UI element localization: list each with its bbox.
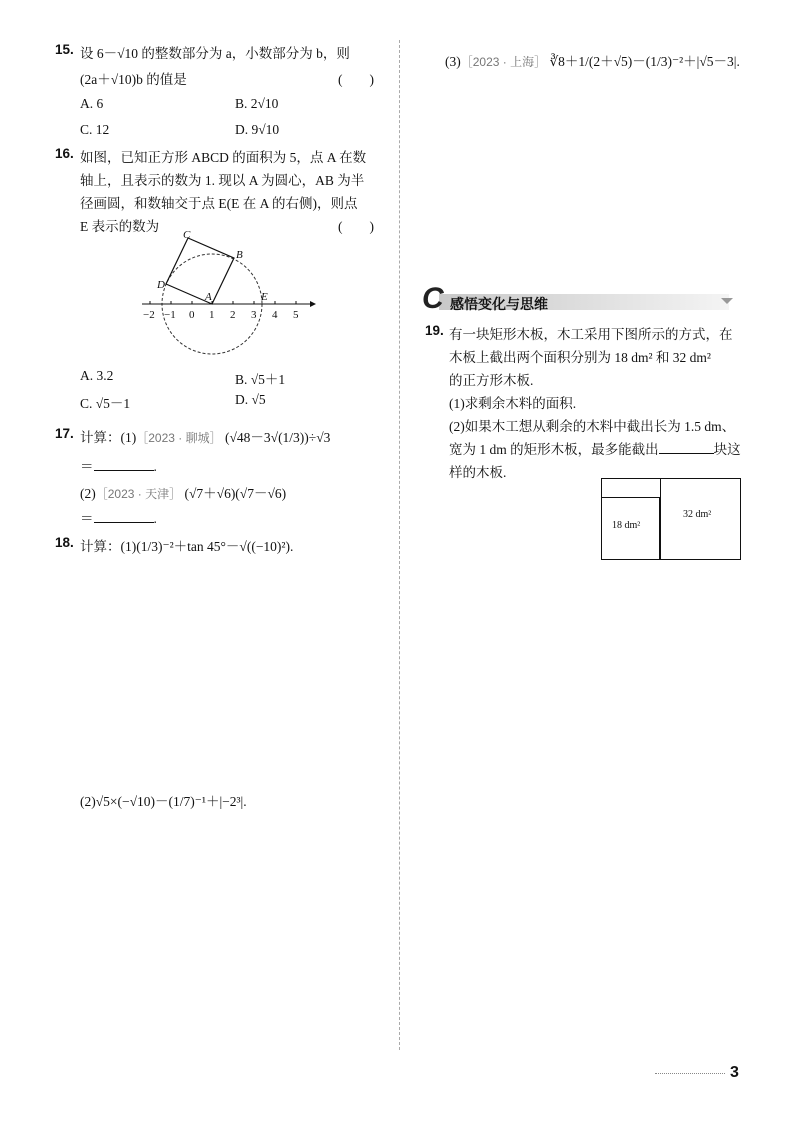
q17-label: 计算：(1) [80, 430, 137, 445]
q16-line2: 轴上，且表示的数为 1. 现以 A 为圆心，AB 为半 [80, 173, 365, 188]
q15-option-a: A. 6 [80, 96, 104, 111]
tick-label: −2 [143, 309, 155, 321]
q18-number: 18. [55, 535, 74, 550]
page-number: 3 [730, 1064, 739, 1081]
point-label-b: B [236, 249, 243, 261]
q17-part2 [80, 482, 286, 502]
q15-answer-paren: ( ) [338, 72, 374, 87]
q19-sub1: (1)求剩余木料的面积. [449, 396, 577, 411]
square-32-label: 32 dm² [683, 509, 712, 520]
q19-sub2-text-after: 块这 [713, 442, 741, 457]
q19-line2: 木板上截出两个面积分别为 18 dm² 和 32 dm² [449, 350, 711, 365]
q17-expression-1: (√48－3√(1/3))÷√3 [225, 430, 331, 445]
q16-figure [140, 228, 320, 360]
q16-option-a: A. 3.2 [80, 368, 114, 383]
q18-part3-source: ［2023 · 上海］ [460, 55, 547, 69]
q18-part2: (2)√5×(−√10)－(1/7)⁻¹＋|−2³|. [80, 794, 247, 809]
period: . [153, 459, 157, 474]
tick-label: 4 [272, 309, 278, 321]
column-divider [399, 40, 400, 1050]
q19-line3: 的正方形木板. [449, 373, 534, 388]
q16-option-c: C. √5－1 [80, 396, 131, 411]
q19-sub2-text: 宽为 1 dm 的矩形木板，最多能截出 [449, 442, 659, 457]
square-32 [660, 479, 740, 559]
q18-part1: 计算：(1)(1/3)⁻²＋tan 45°－√((−10)²). [80, 539, 294, 554]
axis-arrow [310, 301, 316, 307]
tick-label: 0 [189, 309, 195, 321]
q15-option-b: B. 2√10 [235, 96, 279, 111]
period: . [153, 511, 157, 526]
tick-label: 1 [209, 309, 215, 321]
square-18-label: 18 dm² [612, 520, 641, 531]
q16-line1: 如图，已知正方形 ABCD 的面积为 5，点 A 在数 [80, 150, 367, 165]
q16-option-d: D. √5 [235, 392, 266, 407]
q17-number: 17. [55, 426, 74, 441]
answer-blank-1 [94, 458, 154, 471]
q19-sub2-line1: (2)如果木工想从剩余的木料中截出长为 1.5 dm、 [449, 419, 736, 434]
q17-label-2: (2) [80, 486, 96, 501]
q15-line1: 设 6－√10 的整数部分为 a，小数部分为 b，则 [80, 46, 350, 61]
equals-sign: ＝ [80, 511, 94, 526]
point-label-e: E [261, 291, 268, 303]
answer-blank-2 [94, 510, 154, 523]
q16-answer-paren: ( ) [338, 219, 374, 234]
section-title: 感悟变化与思维 [450, 296, 548, 312]
page-number-dots [655, 1073, 725, 1074]
q19-sub2-line3: 样的木板. [449, 465, 507, 480]
q17-expression-2: (√7＋√6)(√7－√6) [184, 486, 287, 501]
square-18 [602, 497, 660, 559]
square-abcd [166, 238, 234, 304]
tick-label: 5 [293, 309, 299, 321]
wood-board-figure [601, 478, 741, 560]
q15-line2: (2a＋√10)b 的值是 [80, 72, 187, 87]
q19-sub2-line2 [449, 438, 741, 458]
point-label-a: A [205, 291, 212, 303]
tick-label: 2 [230, 309, 236, 321]
q19-number: 19. [425, 323, 444, 338]
section-letter: C [422, 282, 444, 315]
q15-number: 15. [55, 42, 74, 57]
q16-line4: E 表示的数为 [80, 219, 160, 234]
q16-line3: 径画圆，和数轴交于点 E(E 在 A 的右侧)，则点 [80, 196, 358, 211]
q17-source-2: ［2023 · 天津］ [95, 487, 182, 501]
tick-label: −1 [164, 309, 176, 321]
q15-option-d: D. 9√10 [235, 122, 280, 137]
q16-option-b: B. √5＋1 [235, 372, 286, 387]
q17-answer-line-2 [80, 507, 157, 527]
point-label-d: D [157, 279, 165, 291]
q17-part1 [80, 426, 330, 446]
q19-line1: 有一块矩形木板，木工采用下图所示的方式，在 [449, 327, 733, 342]
q18-part3-expression: ∛8＋1/(2＋√5)－(1/3)⁻²＋|√5－3|. [549, 54, 740, 69]
q15-option-c: C. 12 [80, 122, 110, 137]
q18-part3 [445, 50, 740, 70]
point-label-c: C [183, 229, 191, 241]
equals-sign: ＝ [80, 459, 94, 474]
q17-answer-line-1 [80, 455, 157, 475]
q17-source-1: ［2023 · 聊城］ [136, 431, 222, 445]
q16-number: 16. [55, 146, 74, 161]
answer-blank-3 [659, 441, 714, 454]
q18-part3-label: (3) [445, 54, 461, 69]
tick-label: 3 [251, 309, 257, 321]
